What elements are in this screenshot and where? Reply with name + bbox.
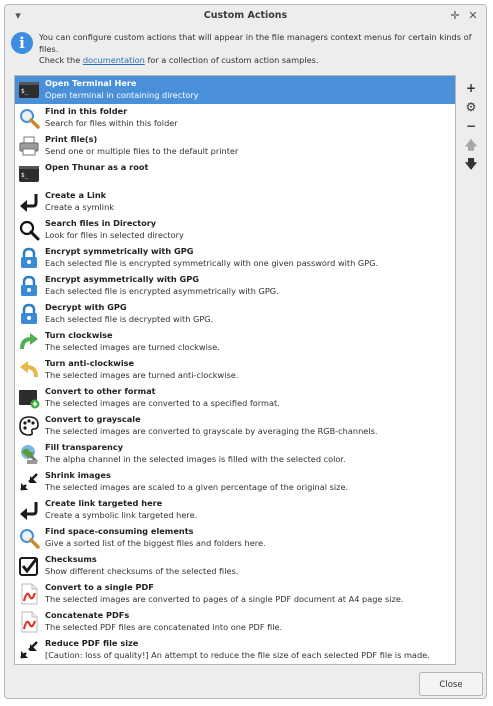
action-row[interactable]: [15, 244, 455, 272]
action-name: Create link targeted here: [45, 498, 163, 508]
action-row[interactable]: [15, 188, 455, 216]
action-row[interactable]: [15, 636, 455, 664]
pdf-icon: [18, 611, 40, 633]
action-description: [Caution: loss of quality!] An attempt to reduce the file size of each selected PDF file is made.: [45, 650, 430, 660]
action-description: The selected images are turned anti-clockwise.: [45, 370, 239, 380]
search-icon: [18, 219, 40, 241]
action-name: Concatenate PDFs: [45, 610, 130, 620]
action-name: Encrypt asymmetrically with GPG: [45, 274, 199, 284]
terminal-icon: [18, 163, 40, 185]
documentation-link[interactable]: documentation: [82, 55, 145, 65]
actions-list[interactable]: [14, 75, 456, 665]
documentation-hint: Check the documentation for a collection of custom action samples.: [39, 55, 319, 65]
action-name: Open Thunar as a root: [45, 162, 149, 172]
action-row[interactable]: [15, 384, 455, 412]
action-name: Reduce PDF file size: [45, 638, 139, 648]
shrink-icon: [18, 471, 40, 493]
window-title: Custom Actions: [203, 10, 288, 21]
action-name: Convert to a single PDF: [45, 582, 154, 592]
action-row[interactable]: [15, 468, 455, 496]
action-name: Convert to other format: [45, 386, 156, 396]
action-description: The selected images are converted to a specified format.: [45, 398, 280, 408]
action-name: Convert to grayscale: [45, 414, 141, 424]
pdf-icon: [18, 583, 40, 605]
action-description: The selected images are converted to grayscale by averaging the RGB-channels.: [45, 426, 378, 436]
action-row[interactable]: [15, 552, 455, 580]
action-row[interactable]: [15, 160, 455, 188]
action-description: Search for files within this folder: [45, 118, 178, 128]
action-description: Each selected file is encrypted asymmetrically with GPG.: [45, 286, 279, 296]
remove-action-button[interactable]: −: [465, 119, 477, 133]
action-row[interactable]: [15, 440, 455, 468]
convert-icon: [18, 387, 40, 409]
magnifier-icon: [18, 527, 40, 549]
action-description: Send one or multiple files to the default printer: [45, 146, 239, 156]
action-description: The selected images are scaled to a given percentage of the original size.: [45, 482, 349, 492]
action-row[interactable]: [15, 272, 455, 300]
checkbox-icon: [18, 555, 40, 577]
action-name: Open Terminal Here: [45, 78, 137, 88]
fill-icon: [18, 443, 40, 465]
add-action-button[interactable]: +: [465, 81, 477, 95]
pin-icon[interactable]: ✛: [450, 9, 460, 22]
action-row[interactable]: [15, 76, 455, 104]
rotate-ccw-icon: [18, 359, 40, 381]
action-name: Find in this folder: [45, 106, 128, 116]
palette-icon: [18, 415, 40, 437]
titlebar: [5, 5, 486, 27]
action-row[interactable]: [15, 496, 455, 524]
action-name: Print file(s): [45, 134, 98, 144]
action-row[interactable]: [15, 216, 455, 244]
action-description: Each selected file is encrypted symmetrically with one given password with GPG.: [45, 258, 379, 268]
action-name: Checksums: [45, 554, 97, 564]
window-menu-icon[interactable]: ▾: [15, 9, 21, 22]
action-row[interactable]: [15, 608, 455, 636]
action-row[interactable]: [15, 580, 455, 608]
action-row[interactable]: [15, 524, 455, 552]
svg-text:$_: $_: [21, 172, 29, 179]
terminal-icon: [18, 79, 40, 101]
action-description: The selected PDF files are concatenated into one PDF file.: [45, 622, 283, 632]
action-description: Show different checksums of the selected files.: [45, 566, 239, 576]
action-description: The selected images are turned clockwise.: [45, 342, 220, 352]
gpg-lock-icon: [18, 247, 40, 269]
action-name: Decrypt with GPG: [45, 302, 127, 312]
move-up-button[interactable]: 🡅: [464, 138, 478, 152]
action-name: Search files in Directory: [45, 218, 157, 228]
info-text: You can configure custom actions that will appear in the file managers context menus for certain kinds of files.: [39, 32, 472, 54]
close-button[interactable]: Close: [419, 672, 483, 696]
action-row[interactable]: [15, 412, 455, 440]
action-description: Open terminal in containing directory: [45, 90, 199, 100]
printer-icon: [18, 135, 40, 157]
close-window-icon[interactable]: ✕: [468, 9, 478, 22]
info-icon: i: [11, 32, 33, 54]
action-name: Fill transparency: [45, 442, 124, 452]
action-description: Each selected file is decrypted with GPG.: [45, 314, 214, 324]
action-name: Shrink images: [45, 470, 111, 480]
action-row[interactable]: [15, 356, 455, 384]
gpg-lock-icon: [18, 275, 40, 297]
action-name: Create a Link: [45, 190, 107, 200]
gpg-lock-icon: [18, 303, 40, 325]
link-arrow-icon: [18, 191, 40, 213]
action-description: The selected images are converted to pages of a single PDF document at A4 page size.: [45, 594, 404, 604]
action-name: Encrypt symmetrically with GPG: [45, 246, 194, 256]
magnifier-icon: [18, 107, 40, 129]
action-description: Give a sorted list of the biggest files and folders here.: [45, 538, 266, 548]
action-row[interactable]: [15, 300, 455, 328]
rotate-cw-icon: [18, 331, 40, 353]
custom-actions-dialog: [4, 4, 487, 699]
action-name: Find space-consuming elements: [45, 526, 194, 536]
shrink-icon: [18, 639, 40, 661]
action-row[interactable]: [15, 132, 455, 160]
move-down-button[interactable]: 🡇: [464, 157, 478, 171]
action-row[interactable]: [15, 328, 455, 356]
action-toolbar: [460, 79, 482, 174]
edit-action-button[interactable]: ⚙: [465, 100, 477, 114]
action-row[interactable]: [15, 104, 455, 132]
svg-text:$_: $_: [21, 88, 29, 95]
action-name: Turn anti-clockwise: [45, 358, 135, 368]
action-description: The alpha channel in the selected images is filled with the selected color.: [45, 454, 346, 464]
link-arrow-icon: [18, 499, 40, 521]
action-description: Create a symbolic link targeted here.: [45, 510, 198, 520]
action-name: Turn clockwise: [45, 330, 113, 340]
action-description: Look for files in selected directory: [45, 230, 184, 240]
action-description: Create a symlink: [45, 202, 114, 212]
